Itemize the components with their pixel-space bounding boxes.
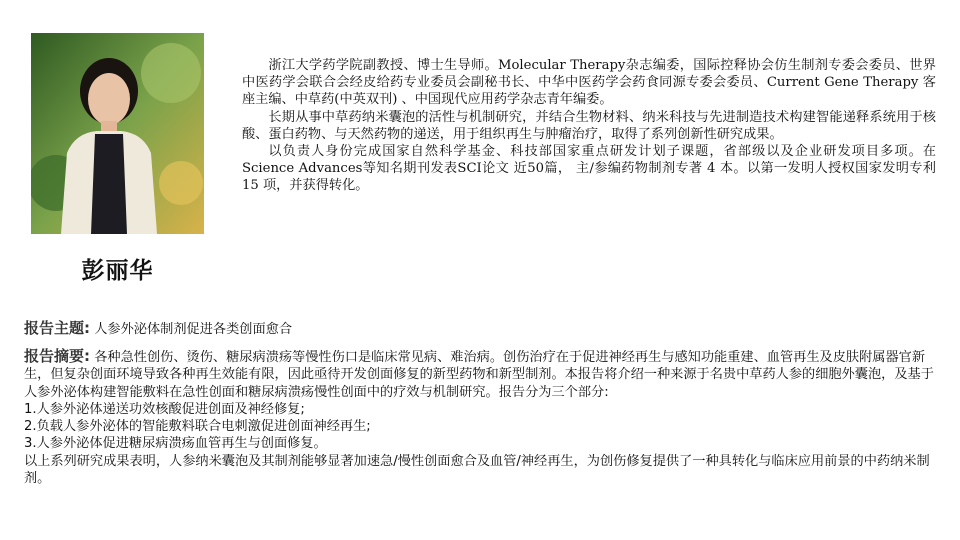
abstract-part: 2.负载人参外泌体的智能敷料联合电刺激促进创面神经再生; [24, 419, 371, 435]
abstract-conclusion: 以上系列研究成果表明，人参纳米囊泡及其制剂能够显著加速急/慢性创面愈合及血管/神经再生，为创伤修复提供了一种具转化与临床应用前景的中药纳米制剂。 [24, 453, 930, 487]
abstract-part: 1.人参外泌体递送功效核酸促进创面及神经修复; [24, 401, 305, 417]
speaker-name: 彭丽华 [81, 258, 154, 284]
bio-paragraph: 以负责人身份完成国家自然科学基金、科技部国家重点研发计划子课题，省部级以及企业研发项目多项。在Science Advances等知名期刊发表SCI论文 近50篇， 主/参编药物制剂专著 4 本。以第一发明人授权国家发明专利 15 项，并获得转化。 [242, 144, 936, 194]
report-abstract [24, 348, 940, 487]
topic-text: 人参外泌体制剂促进各类创面愈合 [94, 322, 293, 337]
bio-paragraph: 长期从事中草药纳米囊泡的活性与机制研究，并结合生物材料、纳米科技与先进制造技术构建智能递释系统用于核酸、蛋白药物、与天然药物的递送，用于组织再生与肿瘤治疗，取得了系列创新性研究成果。 [242, 109, 936, 142]
speaker-photo [31, 33, 204, 234]
abstract-intro-paragraph [24, 348, 940, 401]
speaker-bio [242, 57, 936, 195]
report-topic [24, 317, 936, 338]
abstract-label: 报告摘要: [24, 347, 90, 365]
bio-paragraph: 浙江大学药学院副教授、博士生导师。Molecular Therapy杂志编委，国际控释协会仿生制剂专委会委员、世界中医药学会联合会经皮给药专业委员会副秘书长、中华中医药学会药食同源专委会委员、Current Gene Therapy 客座主编、中草药(中英双刊) 、中国现代应用药学杂志青年编委。 [242, 58, 936, 108]
abstract-intro: 各种急性创伤、烫伤、糖尿病溃疡等慢性伤口是临床常见病、难治病。创伤治疗在于促进神经再生与感知功能重建、血管再生及皮肤附属器官新生，但复杂创面环境导致各种再生效能有限，因此亟待开发创面修复的新型药物和新型制剂。本报告将介绍一种来源于名贵中草药人参的细胞外囊泡，及基于人参外泌体构建智能敷料在急性创面和糖尿病溃疡慢性创面中的疗效与机制研究。报告分为三个部分: [24, 350, 934, 400]
topic-label: 报告主题: [24, 319, 90, 337]
abstract-part: 3.人参外泌体促进糖尿病溃疡血管再生与创面修复。 [24, 436, 327, 452]
